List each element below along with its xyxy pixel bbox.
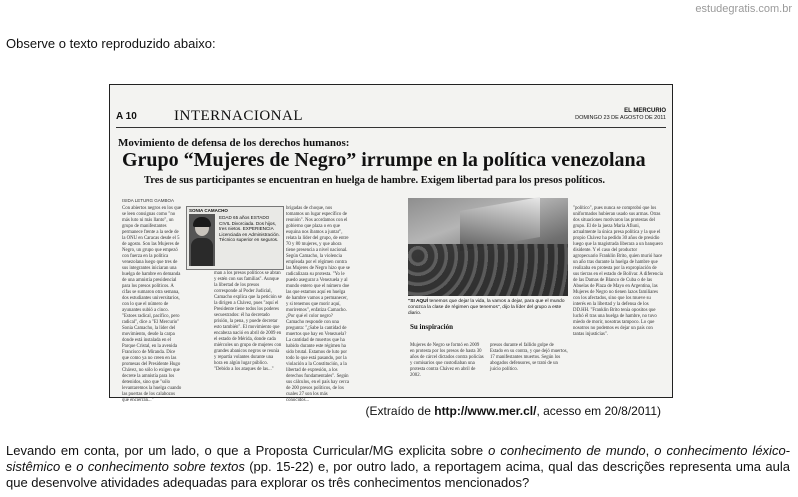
intro-text: Observe o texto reproduzido abaixo: [6,36,216,51]
source-citation [366,404,661,418]
question-text [6,443,790,491]
article-column-1: Con abiertos negros en los que se leen consignas como "no más luto ni más llanto", un grupo de manifestantes permanece frente a la sede de la ONU en Caracas desde el 5 de agosto. Son las Mujeres de Negro, un grupo que empezó con fuerza en la política venezolana luego que tres de sus integrantes iniciaran una huelga de hambre en demanda de una amnistía presidencial para los presos políticos. A cifas se sumaron otra semana, dos estudiantes universitarios, con lo que el número de ayunantes subió a cinco. "Estoes radical, pacífico, pero radical", dice a "El Mercurio" Sonia Camacho, la líder del movimiento, desde la carpa donde está instalada en el Parque Cristal, en la avenida Francisco de Miranda. Dice que como ya no creen en las promesas del Presidente Hugo Chávez, no sólo lo exigen que decrete la amnistía para los detenidos, sino que "sólo levantaremos la huelga cuando las puertas de los calabozos que encierran..." [122,206,182,403]
article-byline: ISIDA LETURG GAMBOA [122,198,175,203]
paper-name: EL MERCURIO [624,108,666,114]
section-name: INTERNACIONAL [174,108,303,124]
article-column-3: brigadas de choque, nos tomamos un lugar específico de reunión". Nos acordamos con el gobierno que plaza o en que esquina nos íbamos a juntar", relata la líder del grupo, de entre 70 y 80 mujeres, y que ahora tiene presencia a nivel nacional. Según Camacho, la violencia empleada por el régimen contra las Mujeres de Negro hizo que se radicalizara su protesta. "Yo le puedo asegurar a Venezuela y al mundo entero que el número doe las que estamos aquí en huelga de hambre vamos a permanecer, y si tenemos que morir aquí, moriremos", enfatiza Camacho. ¿Por qué el color negro? Camacho responde con una pregunta: "¿Sabe la cantidad de muertos que hay en Venezuela? La cantidad de muertos que ha habido durante este régimen ha sido brutal. Estamos de luto por todo lo que está pasando, por la violación a la Constitución, a la libertad de expresión, a los derechos fundamentales". Según sus cálculos, en el país hay cerca de 200 presos políticos, de los cuales 27 son los más conocidos... [286,206,350,403]
protest-photo [408,198,568,296]
section-subtitle: Su inspiración [410,323,453,331]
photo-caption [408,299,568,316]
question-emphasis: o conhecimento de mundo [488,443,646,458]
source-suffix: , acesso em 20/8/2011) [536,404,661,418]
question-part: (pp. 15-22) e, por outro lado, a reportagem acima, qual das descrições representa uma aula que desenvolve atividades adequadas para explorar os três conhecimentos mencionados? [6,459,790,490]
profile-box-text: EDAD 65 años ESTADO CIVIL Divorciada. Dos hijos, tres nietos. EXPERIENCIA Licenciada en Administración. Técnico superior en seguros. [219,215,280,243]
profile-box [186,206,284,270]
article-column-2: man a los presos políticos se abran y estén con sus familias". Aunque la libertad de los presos corresponde al Poder Judicial, Camacho explica que la petición se la dirigen a Chávez, pues "aquí el Presidente tiene todos los poderes secuestrados: él ha decretado prisión, la pena, y puede decretar esto también". El movimiento que encabeza nació en abril de 2009 en el estado de Mérida, donde cada miércoles un grupo de mujeres con grandes abanicos negros se reunía y repartía volantes durante una hora en algún lugar público. "Debido a los ataques de las..." [214,271,282,372]
article-column-bottom-left: Mujeres de Negro se formó en 2009 en protesta por los presos de hasta 30 años de cárcel dictados contra policías y comisarios que custodiaban una protesta contra Chávez en abril de 2002. [410,343,484,378]
article-kicker: Movimiento de defensa de los derechos humanos: [118,137,350,149]
page-number: A 10 [116,111,137,122]
profile-box-title: SONIA CAMACHO [189,208,228,213]
question-part: e [60,459,77,474]
paper-date: DOMINGO 23 DE AGOSTO DE 2011 [575,115,666,121]
question-emphasis: o conhecimento léxico-sistêmico [6,443,791,474]
newspaper-clipping [109,84,673,403]
article-column-bottom-right: presos durante el fallido golpe de Estado en su contra, y que dejó muertos, 17 manifestantes muertos. Según los abogados defensores, se trató de un juicio político. [490,343,568,372]
source-url: http://www.mer.cl/ [434,404,537,418]
question-part: , [645,443,655,458]
article-headline: Grupo “Mujeres de Negro” irrumpe en la política venezolana [122,149,646,171]
photo-caption-text: tenemos que dejar la vida, la vamos a dejar, para que el mundo conozca la clase de régimen que tenemos", dijo la líder del grupo a este diario. [408,299,565,316]
paper-masthead [575,108,666,122]
question-part: Levando em conta, por um lado, o que a Proposta Curricular/MG explicita sobre [6,443,489,458]
portrait-photo [189,214,215,266]
site-watermark: estudegratis.com.br [695,3,792,15]
photo-caption-lead: "SI AQUÍ [408,299,428,304]
newspaper-header [116,107,666,128]
article-subhead: Tres de sus participantes se encuentran en huelga de hambre. Exigem libertad para los presos políticos. [144,175,605,186]
question-emphasis: o conhecimento sobre textos [76,459,245,474]
article-column-right: "político", pues nunca se comprobó que los uniformados hubieran usado sus armas. Otras dos situaciones motivaron las protestas del grupo. El de la jueza María Afiuni, actualmente la única presa política y la que el propio Chávez ha pedido 30 años de presidio luego que la magistrada liberara a un banquero disidente. Y el caso del productor agropecuario Franklin Brito, quien murió hace un año tras durante la huelga de hambre que realizaba en protesta por la expropiación de sus tierras en el estado de Bolívar. A diferencia de las Damas de Blanco de Cuba o de las Abuelas de Plaza de Mayo en Argentina, las Mujeres de Negro no tienen lazos familiares con los afectados, sino que los mueve su interés en la libertad y la defensa de los DD.HH. "Franklin Brito tenía opositos que luchó él tras una huelga de hambre, no tuvo miedo de morir, nosotras tampoco. Lo que nosotros no podemos es dejar un país con tantas injusticias". [573,206,663,337]
source-prefix: (Extraído de [365,404,435,418]
